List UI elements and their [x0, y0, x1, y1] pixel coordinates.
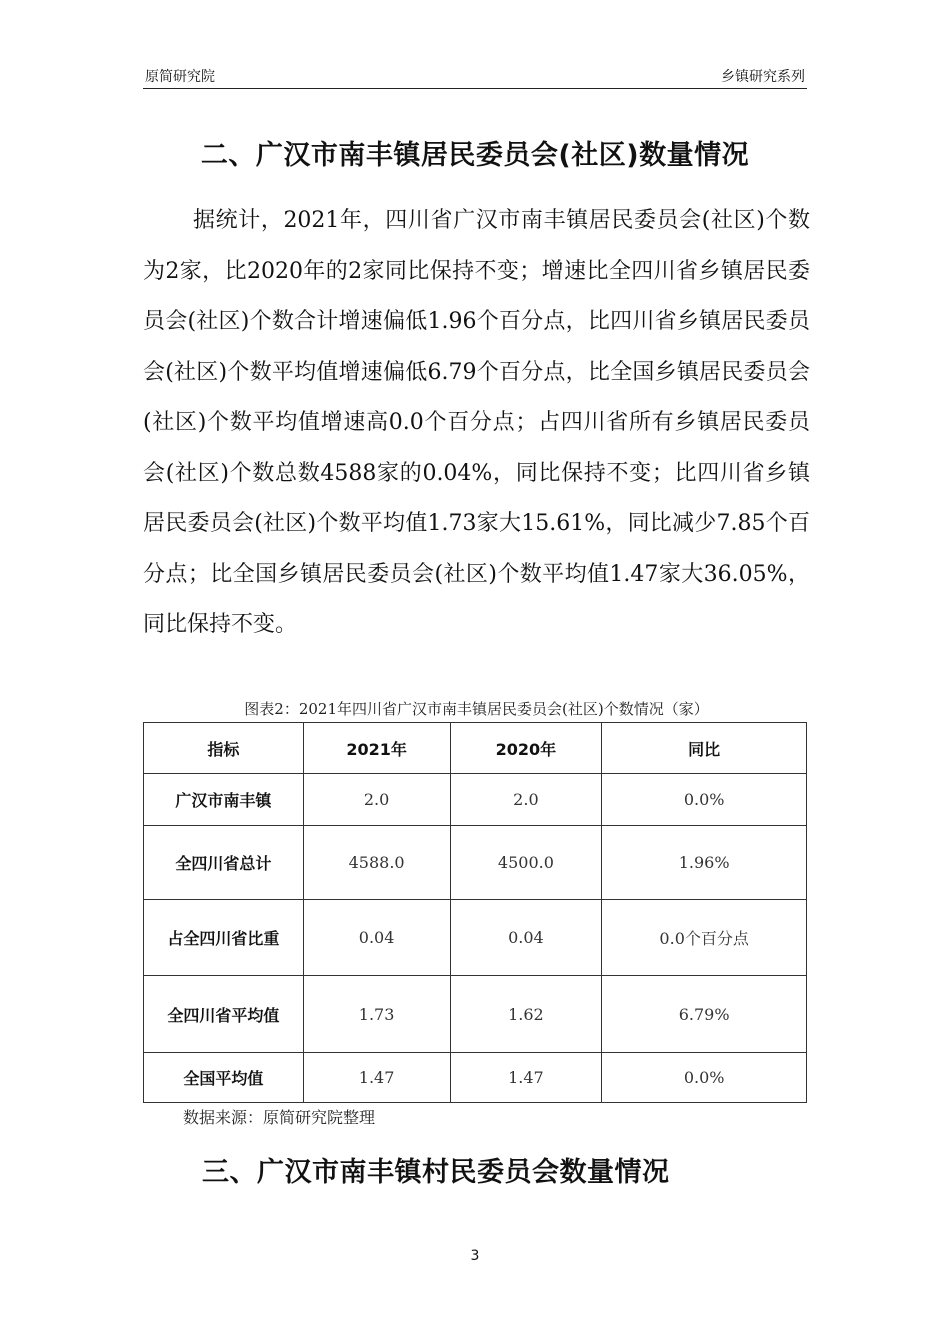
section-2-heading: 二、广汉市南丰镇居民委员会(社区)数量情况 — [200, 140, 750, 171]
table-header-cell: 2020年 — [450, 723, 602, 774]
data-source-note: 数据来源：原简研究院整理 — [183, 1108, 376, 1127]
table-cell: 1.73 — [303, 976, 450, 1053]
table-header-cell: 同比 — [602, 723, 807, 774]
table-cell: 1.47 — [303, 1053, 450, 1103]
table-header-row — [144, 723, 807, 774]
page-number: 3 — [470, 1248, 480, 1264]
table-cell: 2.0 — [303, 774, 450, 826]
table-cell: 0.04 — [450, 900, 602, 976]
header-org-name: 原简研究院 — [145, 69, 215, 85]
table-cell: 6.79% — [602, 976, 807, 1053]
section-3-heading: 三、广汉市南丰镇村民委员会数量情况 — [202, 1157, 670, 1188]
table-cell: 0.0% — [602, 774, 807, 826]
table-cell: 1.62 — [450, 976, 602, 1053]
body-paragraph: 据统计，2021年，四川省广汉市南丰镇居民委员会(社区)个数为2家，比2020年的2家同比保持不变；增速比全四川省乡镇居民委员会(社区)个数合计增速偏低1.96个百分点，比四川省乡镇居民委员会(社区)个数平均值增速偏低6.79个百分点，比全国乡镇居民委员会(社区)个数平均值增速高0.0个百分点；占四川省所有乡镇居民委员会(社区)个数总数4588家的0.04%，同比保持不变；比四川省乡镇居民委员会(社区)个数平均值1.73家大15.61%，同比减少7.85个百分点；比全国乡镇居民委员会(社区)个数平均值1.47家大36.05%，同比保持不变。 — [143, 208, 810, 637]
table-cell: 0.04 — [303, 900, 450, 976]
table-caption: 图表2：2021年四川省广汉市南丰镇居民委员会(社区)个数情况（家） — [244, 700, 709, 718]
data-table — [143, 722, 807, 1103]
table-row — [144, 826, 807, 900]
table-cell: 0.0个百分点 — [602, 900, 807, 976]
row-label: 全国平均值 — [144, 1053, 304, 1103]
table-cell: 1.47 — [450, 1053, 602, 1103]
body-paragraph-container — [143, 196, 810, 651]
table-cell: 4500.0 — [450, 826, 602, 900]
table-header-cell: 2021年 — [303, 723, 450, 774]
header-series-name: 乡镇研究系列 — [721, 69, 805, 85]
table-cell: 1.96% — [602, 826, 807, 900]
row-label: 占全四川省比重 — [144, 900, 304, 976]
page-header — [143, 62, 807, 89]
table-row — [144, 976, 807, 1053]
table-cell: 4588.0 — [303, 826, 450, 900]
table-row — [144, 900, 807, 976]
table-row — [144, 1053, 807, 1103]
row-label: 广汉市南丰镇 — [144, 774, 304, 826]
row-label: 全四川省平均值 — [144, 976, 304, 1053]
table-cell: 0.0% — [602, 1053, 807, 1103]
table-header-cell: 指标 — [144, 723, 304, 774]
table-row — [144, 774, 807, 826]
row-label: 全四川省总计 — [144, 826, 304, 900]
table-cell: 2.0 — [450, 774, 602, 826]
